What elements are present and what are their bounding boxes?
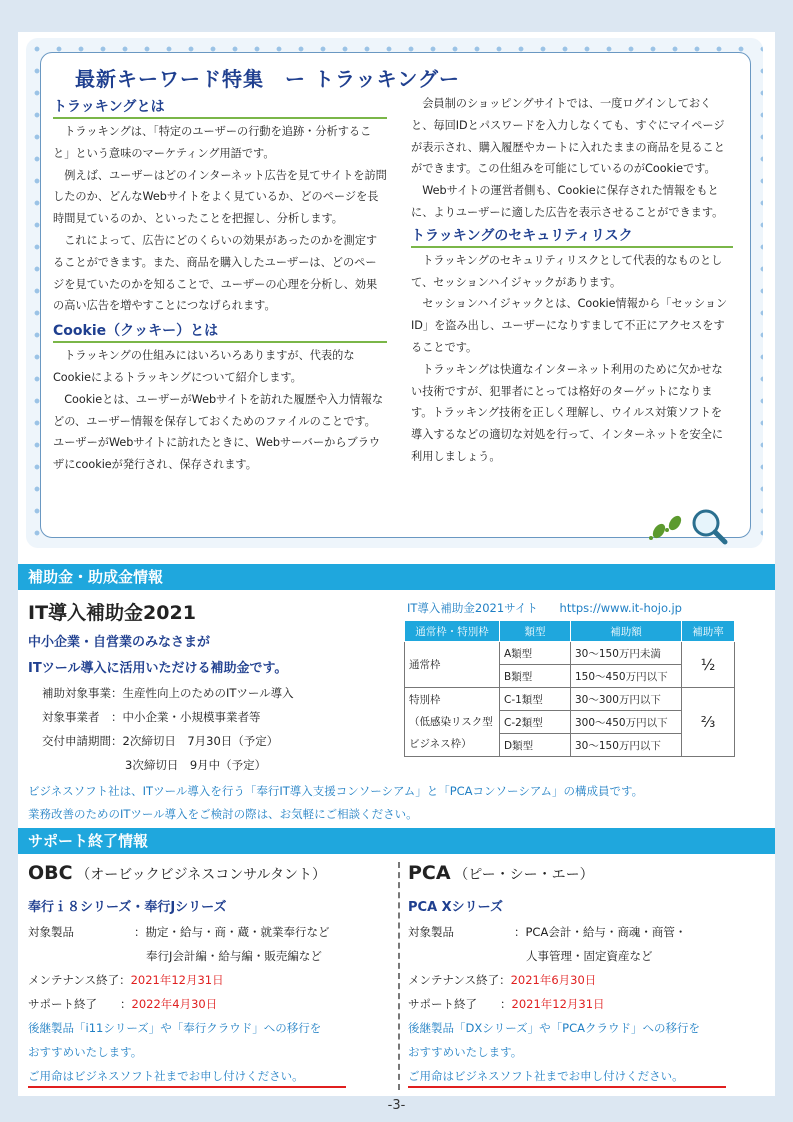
group-label: 特別枠 [409,694,441,706]
obc-products-2: 奉行J会計編・給与編・販売編など [146,949,322,963]
paragraph: トラッキングの仕組みにはいろいろありますが、代表的なCookieによるトラッキングについて紹介します。 [53,349,355,384]
feature-title: 最新キーワード特集 ー トラッキングー [75,67,460,91]
paragraph: Webサイトの運営者側も、Cookieに保存された情報をもとに、よりユーザーに適した広告を表示させることができます。 [411,184,724,219]
table-cell: 150～450万円以下 [571,665,682,688]
pca-support-date: 2021年12月31日 [511,997,605,1011]
heading-security-risk: トラッキングのセキュリティリスク [411,226,733,248]
pca-series: PCA Xシリーズ [408,900,504,915]
obc-heading [28,862,326,884]
table-cell: D類型 [500,734,571,757]
obc-name-sub: （オービックビジネスコンサルタント） [76,867,326,883]
feature-column-right [411,93,733,468]
heading-tracking: トラッキングとは [53,97,387,119]
table-cell-rate: ⅔ [682,688,735,757]
subsidy-bar: 補助金・助成金情報 [18,564,775,590]
obc-support-end [28,996,217,1012]
magnifier-icon [689,507,729,545]
page-number: -3- [387,1098,406,1113]
table-cell: C-1類型 [500,688,571,711]
table-cell: 30～300万円以下 [571,688,682,711]
subsidy-row: 対象事業者 ：中小企業・小規模事業者等 [42,710,261,724]
pca-maintenance-label: メンテナンス終了： [408,973,511,987]
paragraph: これによって、広告にどのくらいの効果があったのかを測定することができます。また、商品を購入したユーザーは、どのページを見ていたのかを知ることで、ユーザーの心理を分析し、効果の高い広告を増やすことにつなげられます。 [53,233,378,313]
obc-support-label: サポート終了 ： [28,997,132,1011]
subsidy-title: IT導入補助金2021 [28,602,196,624]
feature-inner [40,52,751,538]
pca-support-label: サポート終了 ： [408,997,512,1011]
table-cell: 30～150万円未満 [571,642,682,665]
subsidy-site-label: IT導入補助金2021サイト [407,601,538,615]
table-cell: B類型 [500,665,571,688]
table-header: 通常枠・特別枠 [405,621,500,642]
obc-maintenance-date: 2021年12月31日 [130,973,224,987]
obc-message-3: ご用命はビジネスソフト社までお申し付けください。 [28,1069,304,1083]
subsidy-table [404,620,735,757]
table-cell: 30～150万円以下 [571,734,682,757]
subsidy-row: 交付申請期間：2次締切日 7月30日（予定） [42,734,279,748]
obc-underline [28,1086,346,1088]
pca-products-2: 人事管理・固定資産など [526,949,653,963]
heading-cookie: Cookie（クッキー）とは [53,321,387,343]
paragraph: 例えば、ユーザーはどのインターネット広告を見てサイトを訪問したのか、どんなWebサイトをよく見ているか、どのページを長時間見ているのか、といったことを把握し、分析します。 [53,168,387,226]
subsidy-lead-2: ITツール導入に活用いただける補助金です。 [28,661,288,676]
column-divider [398,862,400,1090]
table-cell: C-2類型 [500,711,571,734]
page [18,32,775,1113]
table-cell-group: 通常枠 [405,642,500,688]
pca-underline [408,1086,726,1088]
group-label: ビジネス枠） [409,738,472,750]
illustration [647,507,729,545]
table-header: 類型 [500,621,571,642]
table-row [405,688,735,711]
table-cell-group [405,688,500,757]
subsidy-site-url[interactable]: https://www.it-hojo.jp [559,601,682,615]
pca-name: PCA [408,862,451,884]
pca-products-label: 対象製品 [408,925,454,939]
table-header: 補助額 [571,621,682,642]
paragraph: セッションハイジャックとは、Cookie情報から「セッションID」を盗み出し、ユーザーになりすまして不正にアクセスをすることです。 [411,297,728,354]
table-header: 補助率 [682,621,735,642]
pca-message-1: 後継製品「DXシリーズ」や「PCAクラウド」への移行を [408,1021,700,1035]
obc-maintenance [28,972,224,988]
support-bar: サポート終了情報 [18,828,775,854]
table-header-row [405,621,735,642]
table-cell: A類型 [500,642,571,665]
feature-column-left [53,97,387,476]
footprints-icon [647,511,687,541]
obc-name: OBC [28,862,73,884]
subsidy-lead-1: 中小企業・自営業のみなさまが [28,635,211,650]
pca-support-end [408,996,605,1012]
obc-section [28,862,390,1092]
pca-section [408,862,770,1092]
obc-products-1: ：勘定・給与・商・蔵・就業奉行など [134,925,330,939]
obc-series: 奉行ｉ８シリーズ・奉行Jシリーズ [28,900,227,915]
table-row [405,642,735,665]
subsidy-note-2: 業務改善のためのITツール導入をご検討の際は、お気軽にご相談ください。 [28,807,418,821]
subsidy-row: 3次締切日 9月中（予定） [125,758,267,772]
obc-support-date: 2022年4月30日 [131,997,218,1011]
pca-message-2: おすすめいたします。 [408,1045,523,1059]
table-cell-rate: ½ [682,642,735,688]
pca-maintenance-date: 2021年6月30日 [510,973,597,987]
obc-maintenance-label: メンテナンス終了： [28,973,131,987]
subsidy-row: 補助対象事業：生産性向上のためのITツール導入 [42,686,294,700]
obc-message-1: 後継製品「i11シリーズ」や「奉行クラウド」への移行を [28,1021,322,1035]
paragraph: トラッキングは快適なインターネット利用のために欠かせない技術ですが、犯罪者にとっては格好のターゲットになります。トラッキング技術を正しく理解し、ウイルス対策ソフトを導入するなどの適切な対処を行って、インターネットを安全に利用しましょう。 [411,362,724,463]
paragraph: 会員制のショッピングサイトでは、一度ログインしておくと、毎回IDとパスワードを入力しなくても、すぐにマイページが表示され、購入履歴やカートに入れたままの商品を見ることができます。この仕組みを可能にしているのがCookieです。 [411,97,725,176]
pca-products-1: ：PCA会計・給与・商魂・商管・ [514,925,687,939]
paragraph: トラッキングは、「特定のユーザーの行動を追跡・分析すること」という意味のマーケティング用語です。 [53,125,372,160]
pca-maintenance [408,972,596,988]
pca-name-sub: （ピー・シー・エー） [454,867,594,883]
obc-message-2: おすすめいたします。 [28,1045,143,1059]
subsidy-site [407,600,682,616]
feature-box [26,38,763,548]
pca-heading [408,862,594,884]
group-label: （低感染リスク型 [409,716,493,728]
obc-products-label: 対象製品 [28,925,74,939]
paragraph: Cookieとは、ユーザーがWebサイトを訪れた履歴や入力情報などの、ユーザー情報を保存しておくためのファイルのことです。ユーザーがWebサイトに訪れたときに、Webサーバーからブラウザにcookieが発行され、保存されます。 [53,392,384,472]
pca-message-3: ご用命はビジネスソフト社までお申し付けください。 [408,1069,684,1083]
paragraph: トラッキングのセキュリティリスクとして代表的なものとして、セッションハイジャックがあります。 [411,253,723,289]
table-cell: 300～450万円以下 [571,711,682,734]
subsidy-note-1: ビジネスソフト社は、ITツール導入を行う「奉行IT導入支援コンソーシアム」と「PCAコンソーシアム」の構成員です。 [28,784,644,798]
